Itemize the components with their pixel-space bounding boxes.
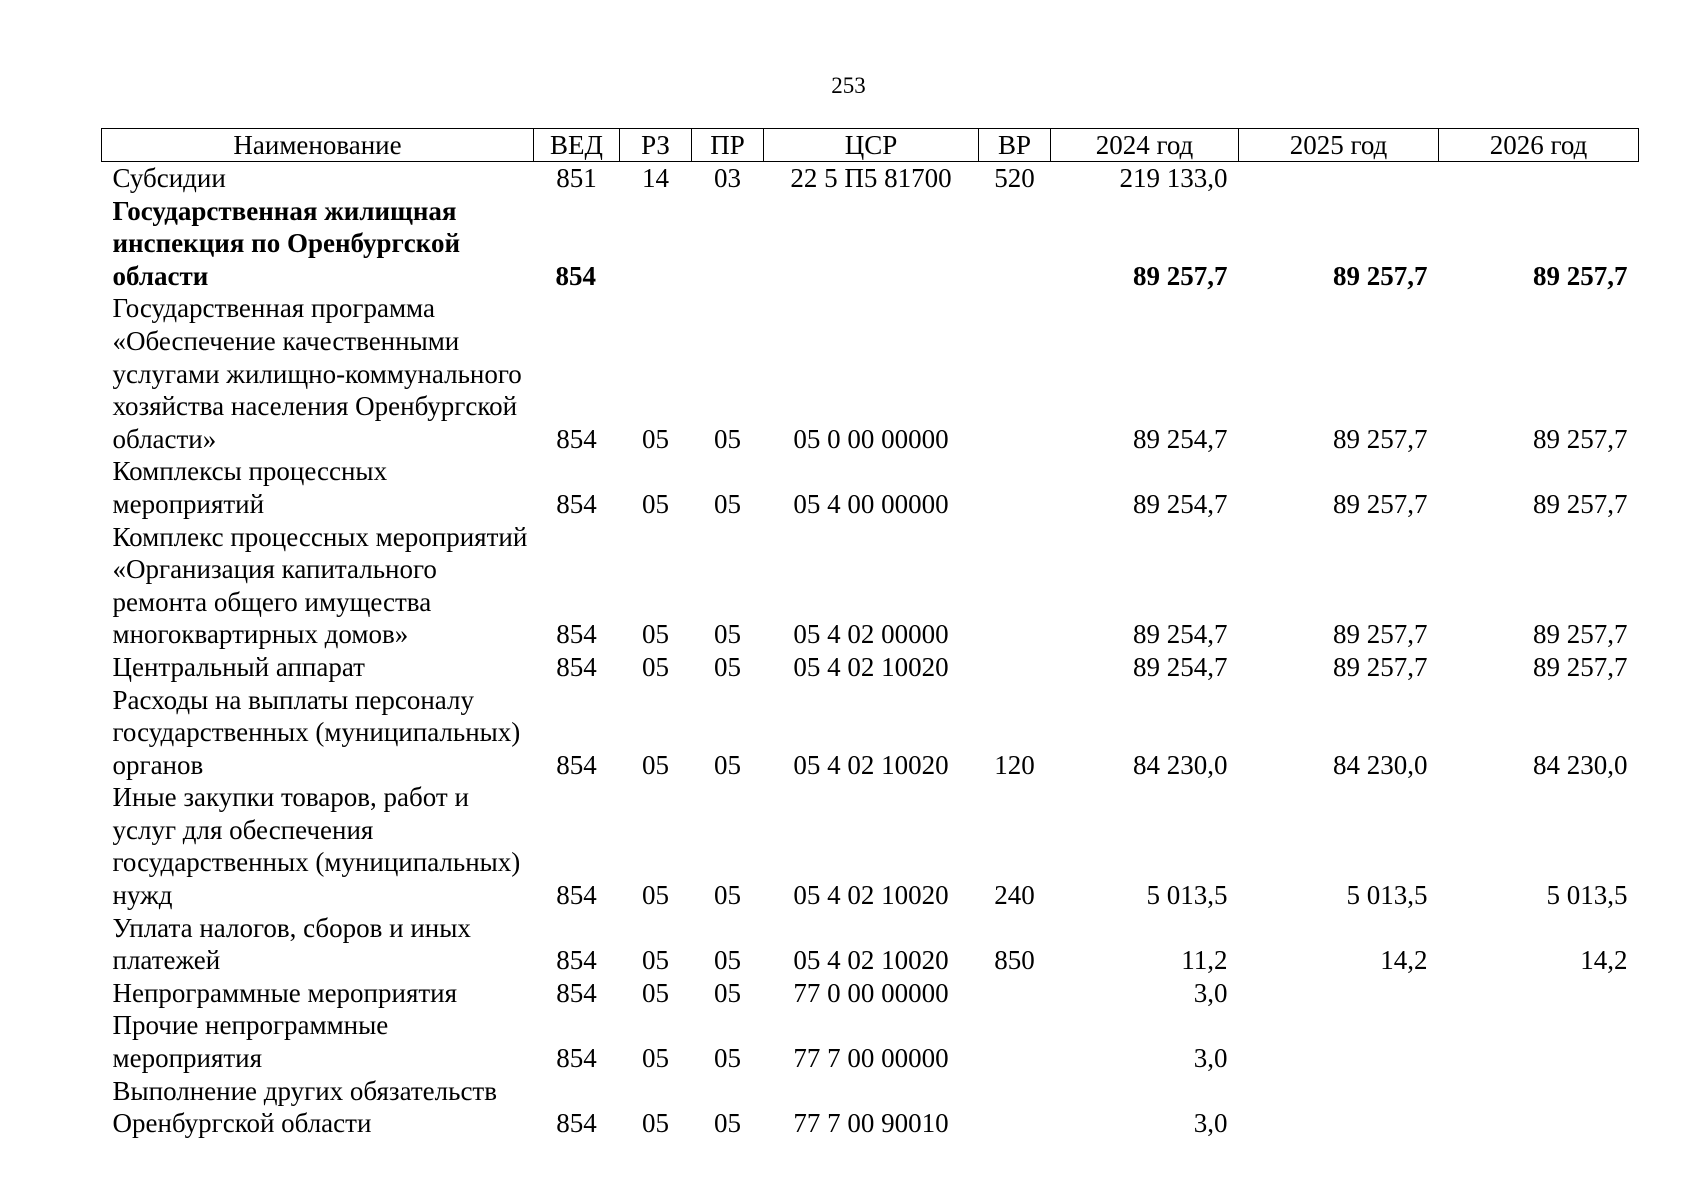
table-row [102,1009,1639,1074]
row-value-2026: 84 230,0 [1533,749,1628,780]
table-row [102,684,1639,782]
page-number: 253 [831,73,866,98]
row-value-2025: 84 230,0 [1333,749,1428,780]
row-pr: 05 [714,1043,741,1074]
row-vr [979,1009,1051,1074]
row-name: Комплекс процессных мероприятий «Организация капитального ремонта общего имущества многоквартирных домов» [112,521,528,650]
row-pr: 05 [714,977,741,1008]
row-value-2025: 5 013,5 [1346,880,1428,911]
row-ved: 854 [556,977,597,1008]
row-rz: 05 [642,1108,669,1139]
header-ved: ВЕД [534,129,620,162]
row-ved: 854 [556,651,597,682]
row-vr [979,521,1051,651]
budget-table [101,128,1639,1140]
row-value-2026: 89 257,7 [1533,651,1628,682]
table-row [102,651,1639,684]
table-row [102,195,1639,293]
header-2024: 2024 год [1051,129,1239,162]
row-value-2024: 84 230,0 [1133,749,1228,780]
row-rz: 05 [642,945,669,976]
row-pr [692,195,764,293]
row-ved: 854 [556,488,597,519]
row-value-2025: 89 257,7 [1333,260,1428,291]
header-rz: РЗ [620,129,692,162]
row-value-2026: 89 257,7 [1533,423,1628,454]
table-row [102,1075,1639,1140]
row-value-2026 [1439,977,1639,1010]
row-ved: 854 [556,1043,597,1074]
row-csr: 77 0 00 00000 [793,977,949,1008]
row-ved: 854 [556,945,597,976]
row-pr: 05 [714,749,741,780]
row-value-2024: 89 254,7 [1133,651,1228,682]
header-2026: 2026 год [1439,129,1639,162]
table-row [102,912,1639,977]
header-vr: ВР [979,129,1051,162]
table-row [102,455,1639,520]
row-name: Уплата налогов, сборов и иных платежей [112,912,471,976]
table-row [102,292,1639,455]
header-csr: ЦСР [764,129,979,162]
row-vr [979,455,1051,520]
row-csr: 05 4 02 10020 [793,749,949,780]
row-pr: 03 [714,163,741,193]
row-value-2026 [1439,162,1639,195]
row-rz: 05 [642,977,669,1008]
row-pr: 05 [714,488,741,519]
row-value-2025: 89 257,7 [1333,651,1428,682]
row-vr [979,977,1051,1010]
row-csr: 77 7 00 00000 [793,1043,949,1074]
row-pr: 05 [714,651,741,682]
row-value-2026 [1439,1075,1639,1140]
row-name: Центральный аппарат [112,651,365,682]
row-pr: 05 [714,423,741,454]
row-value-2026: 89 257,7 [1533,619,1628,650]
row-value-2025 [1239,977,1439,1010]
row-value-2025: 89 257,7 [1333,488,1428,519]
row-value-2025 [1239,162,1439,195]
row-vr [979,292,1051,455]
table-row [102,977,1639,1010]
row-value-2024: 3,0 [1193,1108,1228,1139]
table-row [102,781,1639,911]
row-csr: 22 5 П5 81700 [790,163,952,193]
row-rz: 05 [642,423,669,454]
row-value-2024: 5 013,5 [1146,880,1228,911]
row-value-2024: 89 254,7 [1133,488,1228,519]
row-vr [979,651,1051,684]
row-value-2024: 89 254,7 [1133,619,1228,650]
row-value-2026 [1439,1009,1639,1074]
row-value-2025 [1239,1075,1439,1140]
row-value-2025: 89 257,7 [1333,619,1428,650]
row-value-2024: 11,2 [1181,945,1228,976]
header-name: Наименование [102,129,534,162]
row-ved: 851 [556,163,597,193]
row-csr: 05 4 02 00000 [793,619,949,650]
row-csr: 05 0 00 00000 [793,423,949,454]
row-csr: 05 4 00 00000 [793,488,949,519]
table-row [102,162,1639,195]
row-pr: 05 [714,945,741,976]
row-name: Прочие непрограммные мероприятия [112,1010,389,1074]
row-csr: 77 7 00 90010 [793,1108,949,1139]
row-name: Расходы на выплаты персоналу государственных (муниципальных) органов [112,684,521,780]
row-vr: 120 [994,749,1035,780]
row-rz: 05 [642,880,669,911]
row-value-2024: 219 133,0 [1119,163,1228,193]
row-ved: 854 [556,749,597,780]
row-value-2025: 89 257,7 [1333,423,1428,454]
row-name: Государственная программа «Обеспечение качественными услугами жилищно-коммунального хозяйства населения Оренбургской области» [112,293,522,454]
row-value-2026: 89 257,7 [1533,260,1628,291]
row-csr: 05 4 02 10020 [793,945,949,976]
row-value-2024: 3,0 [1193,1043,1228,1074]
row-value-2024: 89 257,7 [1133,260,1228,291]
row-csr: 05 4 02 10020 [793,651,949,682]
row-csr: 05 4 02 10020 [793,880,949,911]
row-value-2024: 89 254,7 [1133,423,1228,454]
row-pr: 05 [714,880,741,911]
row-value-2025: 14,2 [1380,945,1428,976]
row-name: Субсидии [112,163,226,193]
row-name: Иные закупки товаров, работ и услуг для обеспечения государственных (муниципальных) нужд [112,782,521,911]
row-name: Выполнение других обязательств Оренбургской области [112,1075,497,1139]
table-row [102,521,1639,651]
row-rz [620,195,692,293]
row-vr: 850 [994,945,1035,976]
header-pr: ПР [692,129,764,162]
row-rz: 05 [642,619,669,650]
header-2025: 2025 год [1239,129,1439,162]
row-value-2026: 14,2 [1580,945,1628,976]
row-value-2025 [1239,1009,1439,1074]
row-ved: 854 [556,423,597,454]
row-rz: 05 [642,488,669,519]
row-ved: 854 [556,1108,597,1139]
row-value-2026: 5 013,5 [1546,880,1628,911]
row-rz: 05 [642,651,669,682]
row-name: Комплексы процессных мероприятий [112,456,388,519]
table-header-row [102,129,1639,162]
row-pr: 05 [714,1108,741,1139]
row-ved: 854 [556,880,597,911]
row-rz: 14 [642,163,669,193]
row-rz: 05 [642,1043,669,1074]
row-vr [979,195,1051,293]
row-value-2024: 3,0 [1193,977,1228,1008]
row-csr [764,195,979,293]
row-vr [979,1075,1051,1140]
row-rz: 05 [642,749,669,780]
row-ved: 854 [555,260,596,291]
row-vr: 240 [994,880,1035,911]
row-value-2026: 89 257,7 [1533,488,1628,519]
row-ved: 854 [556,619,597,650]
row-vr: 520 [994,163,1035,193]
row-name: Государственная жилищная инспекция по Оренбургской области [112,195,461,291]
row-name: Непрограммные мероприятия [112,977,458,1008]
row-pr: 05 [714,619,741,650]
